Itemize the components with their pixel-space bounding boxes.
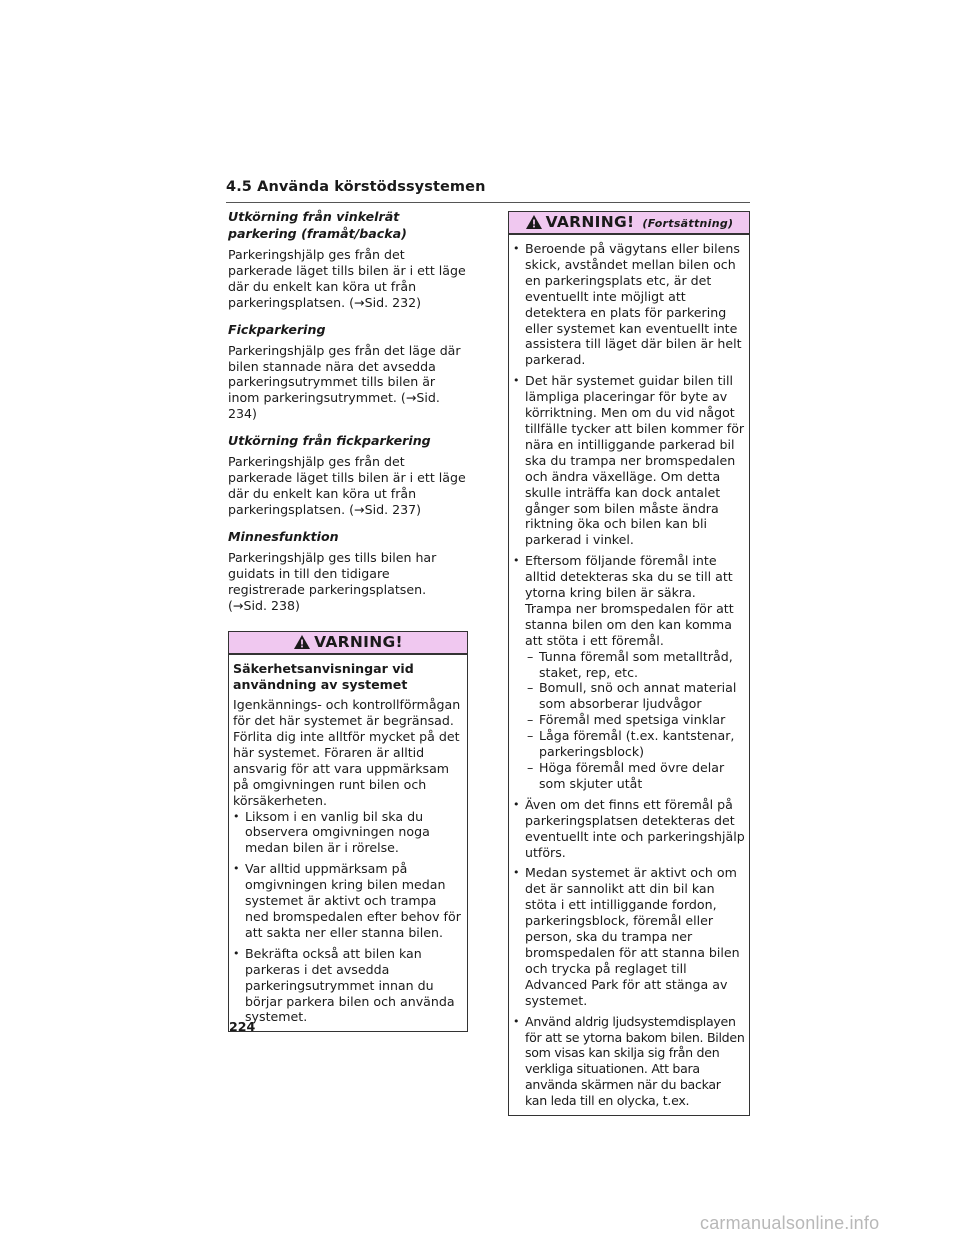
list-item: • Även om det finns ett föremål på parkeringsplatsen detekteras det eventuellt inte och parkeringshjälp utförs. [513,797,745,861]
section-title: 4.5 Använda körstödssystemen [226,179,486,195]
list-item: • Bekräfta också att bilen kan parkeras i det avsedda parkeringsutrymmet innan du börjar parkera bilen och använda systemet. [233,946,463,1026]
watermark: carmanualsonline.info [700,1213,880,1233]
list-item: • Liksom i en vanlig bil ska du observera omgivningen noga medan bilen är i rörelse. [233,809,463,857]
warning-bullet-list [233,809,463,1026]
list-item: • Var alltid uppmärksam på omgivningen kring bilen medan systemet är aktivt och trampa ned bromspedalen efter behov för att sakta ner eller stanna bilen. [233,861,463,941]
section-text: Parkeringshjälp ges från det läge där bilen stannade nära det avsedda parkeringsutrymmet tills bilen är inom parkeringsutrymmet. (→Sid. 234) [228,342,461,422]
warning-box-continued [508,211,750,1116]
section-header [226,178,750,203]
warning-header [509,212,749,235]
section-heading: Utkörning från fickparkering [228,433,431,449]
warning-body [229,655,467,1031]
left-column [228,208,468,1032]
section-heading: Utkörning från vinkelrät parkering (framåt/backa) [228,209,407,241]
sub-list [527,649,745,792]
warning-bullet-list [513,241,745,1109]
warning-triangle-icon [293,634,311,654]
warning-box [228,631,468,1032]
warning-triangle-icon [525,214,543,234]
warning-title: VARNING! [545,213,635,231]
section-heading: Minnesfunktion [228,528,339,544]
sub-list-item: – Höga föremål med övre delar som skjuter utåt [527,760,745,792]
warning-header [229,632,467,655]
sub-list-item: – Föremål med spetsiga vinklar [527,712,745,728]
list-item: • Beroende på vägytans eller bilens skick, avståndet mellan bilen och en parkeringsplats etc, är det eventuellt inte möjligt att detektera en plats för parkering eller systemet kan eventuellt inte assistera till läget där bilen är helt parkerad. [513,241,745,368]
list-item: • Det här systemet guidar bilen till lämpliga placeringar för byte av körriktning. Men om du vid något tillfälle tycker att bilen kommer för nära en intilliggande parkerad bil ska du trampa ner bromspedalen och ändra växelläge. Om detta skulle inträffa kan dock antalet gånger som bilen måste ändra riktning öka och bilen kan bli parkerad i vinkel. [513,373,745,548]
page-number: 224 [229,1019,256,1034]
section-heading: Fickparkering [228,321,326,337]
section-text: Parkeringshjälp ges från det parkerade läget tills bilen är i ett läge där du enkelt kan köra ut från parkeringsplatsen. (→Sid. 237) [228,454,466,517]
list-item: • Använd aldrig ljudsystemdisplayen för att se ytorna bakom bilen. Bilden som visas kan skilja sig från den verkliga situationen. Att bara använda skärmen när du backar kan leda till en olycka, t.ex. [513,1014,745,1109]
sub-list-item: – Låga föremål (t.ex. kantstenar, parkeringsblock) [527,728,745,760]
list-item: • Medan systemet är aktivt och om det är sannolikt att din bil kan stöta i ett intilliggande fordon, parkeringsblock, föremål eller person, ska du trampa ner bromspedalen för att stanna bilen och trycka på reglaget till Advanced Park för att stänga av systemet. [513,865,745,1008]
sub-list-item: – Tunna föremål som metalltråd, staket, rep, etc. [527,649,745,681]
sub-list-item: – Bomull, snö och annat material som absorberar ljudvågor [527,680,745,712]
right-column [508,211,750,1116]
section-text: Parkeringshjälp ges tills bilen har guidats in till den tidigare registrerade parkeringsplatsen. (→Sid. 238) [228,549,437,613]
warning-intro: Igenkännings- och kontrollförmågan för det här systemet är begränsad. Förlita dig inte alltför mycket på det här systemet. Föraren är alltid ansvarig för att vara uppmärksam på omgivningen runt bilen och körsäkerheten. [233,697,461,808]
list-item-text: Eftersom följande föremål inte alltid detekteras ska du se till att ytorna kring bilen är säkra. Trampa ner bromspedalen för att stanna bilen om den kan komma att stöta i ett föremål. [525,553,734,648]
list-item [513,553,745,792]
warning-title: VARNING! [314,633,403,652]
section-text: Parkeringshjälp ges från det parkerade läget tills bilen är i ett läge där du enkelt kan köra ut från parkeringsplatsen. (→Sid. 232) [228,247,466,310]
warning-title-row [229,633,467,654]
warning-subheading: Säkerhetsanvisningar vid användning av systemet [233,661,414,693]
warning-continuation: (Fortsättning) [642,217,734,230]
warning-body [509,235,749,1115]
warning-title-row [509,213,749,234]
